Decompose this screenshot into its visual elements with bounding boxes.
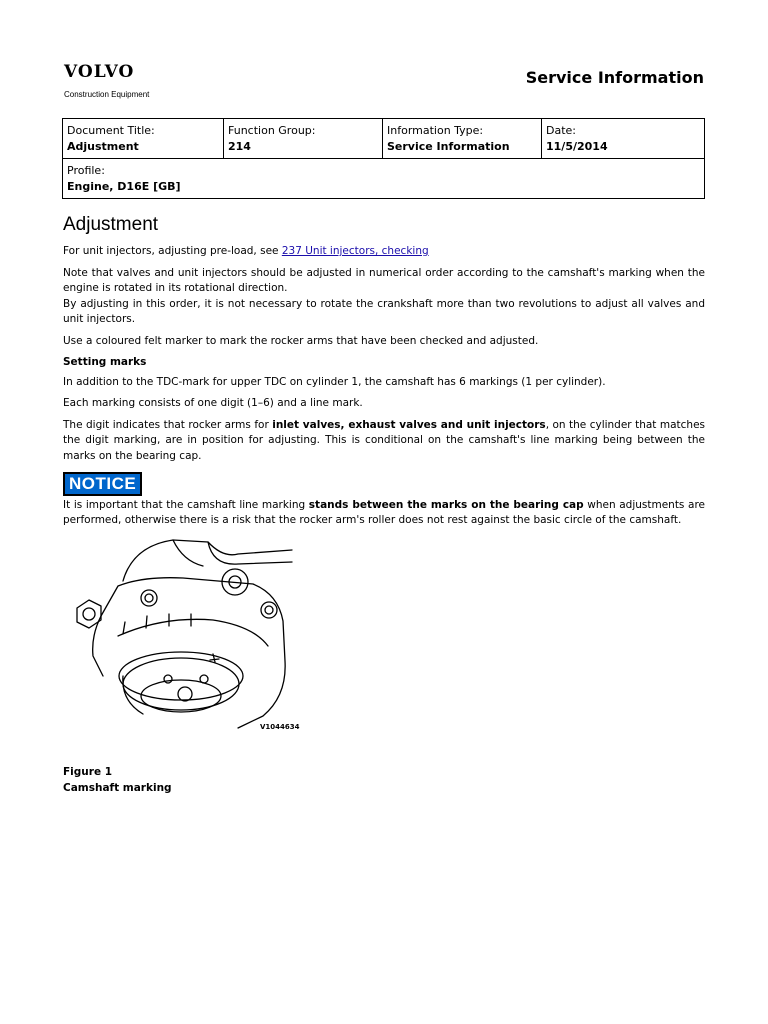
notice-bold: stands between the marks on the bearing cap — [308, 498, 584, 511]
camshaft-figure — [63, 536, 295, 736]
document-type-title: Service Information — [525, 68, 704, 87]
brand-wordmark: VOLVO — [64, 62, 135, 82]
function-group-value: 214 — [228, 140, 251, 153]
figure-number: Figure 1 — [63, 766, 113, 778]
digit-meaning-text-a: The digit indicates that rocker arms for — [63, 418, 273, 431]
digit-meaning-bold: inlet valves, exhaust valves and unit injectors — [272, 418, 546, 431]
tdc-mark-paragraph: In addition to the TDC-mark for upper TDC on cylinder 1, the camshaft has 6 markings (1 per cylinder). — [63, 375, 606, 388]
camshaft-bearing-cap-drawing — [63, 536, 295, 736]
information-type-label: Information Type: — [387, 124, 484, 137]
document-metadata-table — [62, 118, 705, 199]
information-type-cell — [383, 119, 542, 159]
felt-marker-paragraph: Use a coloured felt marker to mark the rocker arms that have been checked and adjusted. — [63, 334, 539, 347]
function-group-label: Function Group: — [228, 124, 316, 137]
figure-caption — [63, 764, 172, 796]
metadata-row — [63, 119, 705, 159]
marking-digits-paragraph: Each marking consists of one digit (1–6) and a line mark. — [63, 397, 363, 409]
profile-label: Profile: — [67, 164, 105, 177]
page-title: Adjustment — [63, 214, 159, 235]
digit-meaning-text-b: , on the cylinder that matches the digit marking, are in position for adjusting. This is conditional on the camshaft's line marking being between the marks on the bearing cap. — [63, 418, 706, 462]
unit-injectors-checking-link[interactable]: 237 Unit injectors, checking — [281, 245, 429, 257]
document-title-value: Adjustment — [67, 140, 139, 153]
date-value: 11/5/2014 — [546, 140, 608, 153]
profile-row — [63, 159, 705, 199]
notice-text-a: It is important that the camshaft line marking — [63, 498, 309, 511]
profile-value: Engine, D16E [GB] — [67, 180, 181, 193]
function-group-cell — [224, 119, 383, 159]
date-cell — [542, 119, 705, 159]
notice-badge: NOTICE — [63, 472, 142, 496]
notice-text-b: when adjustments are performed, otherwise there is a risk that the rocker arm's roller does not rest against the basic circle of the camshaft. — [63, 498, 705, 526]
volvo-logo — [64, 62, 149, 99]
brand-subtitle: Construction Equipment — [64, 90, 150, 99]
adjust-order-paragraph: Note that valves and unit injectors should be adjusted in numerical order according to the camshaft's marking when the engine is rotated in its rotational direction. — [63, 266, 705, 294]
digit-meaning-paragraph — [63, 418, 705, 465]
figure-code: V1044634 — [260, 723, 300, 731]
date-label: Date: — [546, 124, 576, 137]
document-title-cell — [63, 119, 224, 159]
notice-paragraph — [63, 498, 705, 529]
setting-marks-heading: Setting marks — [63, 356, 147, 368]
crankshaft-paragraph: By adjusting in this order, it is not necessary to rotate the crankshaft more than two revolutions to adjust all valves and unit injectors. — [63, 297, 705, 325]
main-content — [63, 212, 705, 535]
figure-title: Camshaft marking — [63, 782, 172, 794]
profile-cell — [63, 159, 705, 199]
preload-paragraph — [63, 244, 705, 260]
document-title-label: Document Title: — [67, 124, 155, 137]
preload-text: For unit injectors, adjusting pre-load, see — [63, 245, 282, 257]
information-type-value: Service Information — [387, 140, 510, 153]
